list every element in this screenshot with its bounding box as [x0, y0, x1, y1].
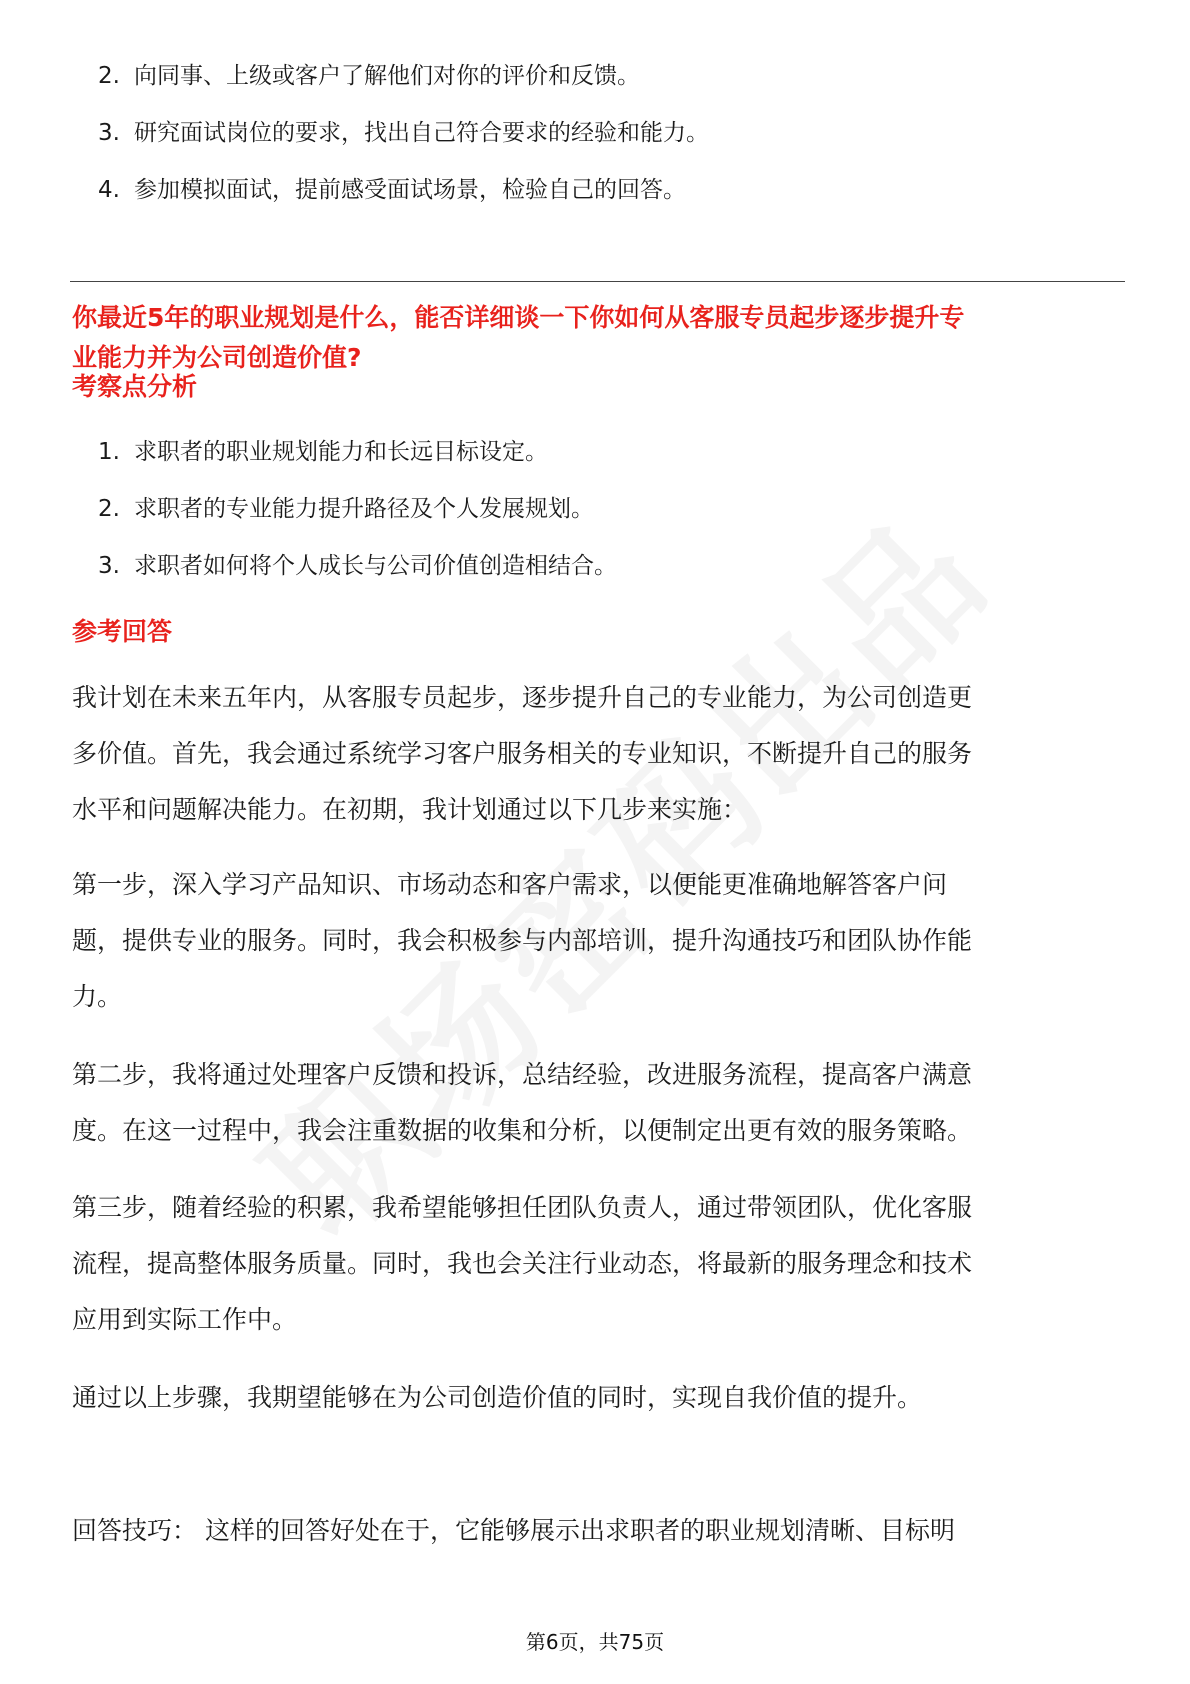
answer-heading: 参考回答 [72, 617, 173, 646]
answer-paragraph-step3: 第三步，随着经验的积累，我希望能够担任团队负责人，通过带领团队，优化客服 流程，提高整体服务质量。同时，我也会关注行业动态，将最新的服务理念和技术 应用到实际工作中。 [72, 1193, 973, 1334]
analysis-heading: 考察点分析 [72, 372, 198, 401]
answer-paragraph-intro: 我计划在未来五年内，从客服专员起步，逐步提升自己的专业能力，为公司创造更 多价值。首先，我会通过系统学习客户服务相关的专业知识，不断提升自己的服务 水平和问题解决能力。在初期，我计划通过以下几步来实施： [72, 683, 973, 824]
question-heading: 你最近5年的职业规划是什么，能否详细谈一下你如何从客服专员起步逐步提升专 业能力并为公司创造价值? [72, 303, 965, 372]
answer-paragraph-step1: 第一步，深入学习产品知识、市场动态和客户需求，以便能更准确地解答客户问 题，提供专业的服务。同时，我会积极参与内部培训，提升沟通技巧和团队协作能 力。 [72, 870, 973, 1011]
list-item: 3. 求职者如何将个人成长与公司价值创造相结合。 [98, 553, 617, 579]
list-item: 2. 求职者的专业能力提升路径及个人发展规划。 [98, 496, 594, 522]
list-item: 1. 求职者的职业规划能力和长远目标设定。 [98, 439, 548, 465]
list-item: 3. 研究面试岗位的要求，找出自己符合要求的经验和能力。 [98, 120, 709, 146]
analysis-list [80, 424, 617, 595]
list-item: 4. 参加模拟面试，提前感受面试场景，检验自己的回答。 [98, 177, 686, 203]
section-divider [70, 281, 1125, 282]
page-number: 第6页，共75页 [525, 1630, 665, 1654]
answer-paragraph-summary: 通过以上步骤，我期望能够在为公司创造价值的同时，实现自我价值的提升。 [72, 1383, 923, 1412]
answer-paragraph-step2: 第二步，我将通过处理客户反馈和投诉，总结经验，改进服务流程，提高客户满意 度。在这一过程中，我会注重数据的收集和分析，以便制定出更有效的服务策略。 [72, 1060, 973, 1145]
previous-tips-list [80, 48, 709, 219]
answer-tips-paragraph: 回答技巧： 这样的回答好处在于，它能够展示出求职者的职业规划清晰、目标明 [72, 1516, 955, 1545]
list-item: 2. 向同事、上级或客户了解他们对你的评价和反馈。 [98, 63, 640, 89]
